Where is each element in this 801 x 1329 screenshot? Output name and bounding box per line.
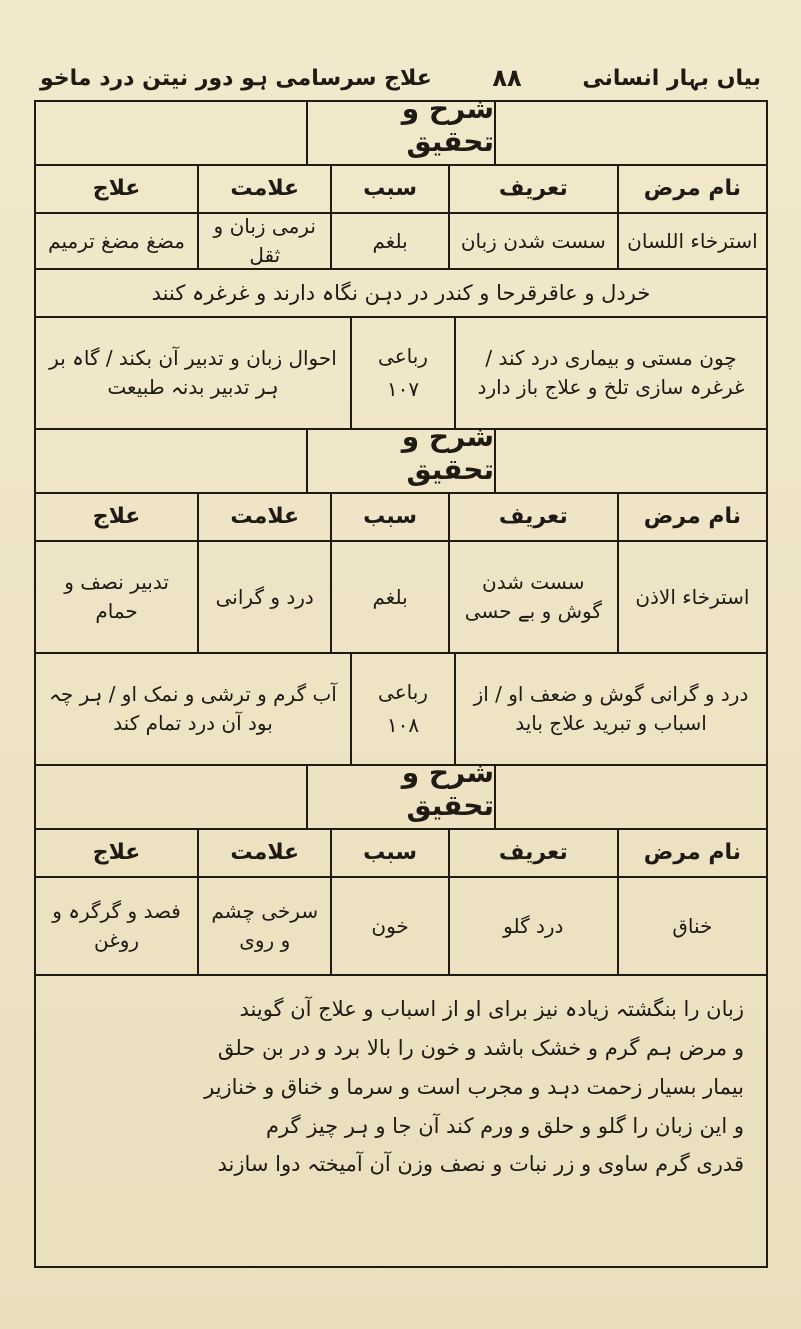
verse-right: چون مستی و بیماری درد کند / غرغرہ سازی تلخ و علاج باز دارد [454, 318, 766, 428]
paragraph-line: و این زبان را گلو و حلق و ورم کند آن جا و ہر چیز گرم [265, 1113, 744, 1138]
paragraph-line: بیمار بسیار زحمت دہد و مجرب است و سرما و خناق و خنازیر [204, 1074, 744, 1099]
closing-paragraph [36, 976, 766, 1198]
cell-treatment: فصد و گرگرہ و روغن [52, 899, 181, 952]
cell-definition: درد گلو [448, 878, 617, 974]
running-head-left: علاج سرسامی ہو دور نیتن درد ماخو [40, 65, 432, 91]
block-title: شرح و تحقیق [306, 102, 496, 164]
table-row [36, 878, 766, 974]
header-disease: نام مرض [617, 494, 766, 540]
cell-symptom: سرخی چشم و روی [197, 878, 330, 974]
cell-treatment: تدبیر نصف و حمام [64, 570, 169, 623]
header-row [36, 166, 766, 214]
page-number: ۸۸ [492, 64, 522, 92]
block-title-row [36, 756, 766, 830]
block-1 [36, 92, 766, 430]
full-line: خردل و عاقرقرحا و کندر در دہن نگاہ دارند و غرغرہ کنند [36, 270, 766, 318]
verse-number: ۱۰۸ [386, 713, 420, 737]
cell-disease: خناق [617, 878, 766, 974]
header-row [36, 494, 766, 542]
paragraph-line: زبان را بنگشتہ زیادہ نیز برای او از اسباب و علاج آن گویند [239, 997, 744, 1021]
header-cause: سبب [330, 494, 447, 540]
cell-disease: استرخاء الاذن [617, 542, 766, 652]
header-symptom: علامت [197, 830, 330, 876]
verse-number: ۱۰۷ [386, 377, 420, 401]
header-disease: نام مرض [617, 830, 766, 876]
verse-left: آب گرم و ترشی و نمک او / ہر چہ بود آن درد تمام کند [49, 682, 337, 735]
header-symptom: علامت [197, 166, 330, 212]
block-title: شرح و تحقیق [306, 430, 496, 492]
verse-label-box [350, 654, 454, 764]
cell-symptom: نرمی زبان و ثقل [197, 214, 330, 268]
header-cause: سبب [330, 830, 447, 876]
header-definition: تعریف [448, 830, 617, 876]
cell-definition: سست شدن گوش و بے حسی [448, 542, 617, 652]
header-disease: نام مرض [617, 166, 766, 212]
verse-label: رباعی [378, 680, 428, 704]
table-row [36, 542, 766, 654]
paragraph-line: و مرض ہم گرم و خشک باشد و خون را بالا برد و در بن حلق [217, 1035, 744, 1060]
running-head-right: بیاں بہار انسانی [582, 65, 761, 91]
cell-cause: بلغم [330, 542, 447, 652]
verse-row [36, 654, 766, 764]
table-row [36, 214, 766, 270]
cell-treatment: مضغ مضغ ترمیم [48, 228, 185, 253]
block-title: شرح و تحقیق [306, 766, 496, 828]
verse-left: احوال زبان و تدبیر آن بکند / گاہ بر ہر تدبیر بدنہ طبیعت [49, 346, 337, 399]
block-3 [36, 756, 766, 976]
block-2 [36, 420, 766, 766]
header-treatment: علاج [92, 840, 141, 866]
cell-cause: بلغم [330, 214, 447, 268]
verse-label: رباعی [378, 344, 428, 368]
verse-right: درد و گرانی گوش و ضعف او / از اسباب و تبرید علاج باید [454, 654, 766, 764]
header-cause: سبب [330, 166, 447, 212]
table-frame [34, 92, 768, 1268]
verse-label-box [350, 318, 454, 428]
block-title-row [36, 420, 766, 494]
block-title-row [36, 92, 766, 166]
cell-disease: استرخاء اللسان [617, 214, 766, 268]
cell-cause: خون [330, 878, 447, 974]
header-definition: تعریف [448, 166, 617, 212]
verse-row [36, 318, 766, 428]
header-definition: تعریف [448, 494, 617, 540]
header-symptom: علامت [197, 494, 330, 540]
header-treatment: علاج [92, 504, 141, 530]
paragraph-line: قدری گرم ساوی و زر نبات و نصف وزن آن آمیختہ دوا سازند [217, 1152, 744, 1177]
cell-symptom: درد و گرانی [197, 542, 330, 652]
header-row [36, 830, 766, 878]
cell-definition: سست شدن زبان [448, 214, 617, 268]
header-treatment: علاج [92, 176, 141, 202]
